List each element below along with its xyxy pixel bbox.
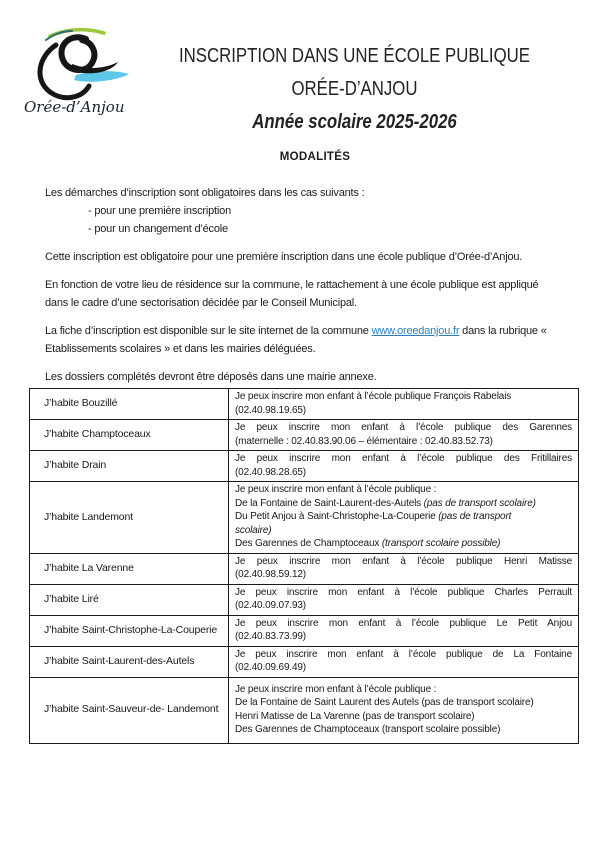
- document-title: [112, 40, 597, 139]
- section-heading: MODALITÉS: [279, 151, 351, 163]
- commune-cell: J’habite Champtoceaux: [30, 420, 229, 451]
- table-row: [30, 451, 579, 482]
- commune-cell: J’habite Landemont: [30, 482, 229, 554]
- title-line-3: Année scolaire 2025-2026: [252, 111, 457, 133]
- school-info-cell: Je peux inscrire mon enfant à l’école publique des Fritillaires (02.40.98.28.65): [229, 451, 579, 482]
- bullet-changement-ecole: - pour un changement d’école: [88, 223, 228, 235]
- title-line-1: INSCRIPTION DANS UNE ÉCOLE PUBLIQUE: [178, 45, 531, 67]
- commune-cell: J’habite Saint-Christophe-La-Couperie: [30, 616, 229, 647]
- title-line-2: ORÉE-D’ANJOU: [291, 78, 418, 100]
- table-row: [30, 554, 579, 585]
- school-info-cell: Je peux inscrire mon enfant à l’école publique Henri Matisse (02.40.98.59.12): [229, 554, 579, 585]
- paragraph-sectorisation: En fonction de votre lieu de résidence sur la commune, le rattachement à une école publique est appliqué dans le cadre d’une sectorisation décidée par le Conseil Municipal.: [45, 279, 539, 309]
- fiche-text-after: dans la rubrique « Etablissements scolaires » et dans les mairies déléguées.: [45, 325, 547, 355]
- logo-text: Orée-d’Anjou: [24, 98, 125, 116]
- body-text: [45, 184, 557, 396]
- table-row: [30, 647, 579, 678]
- table-row: [30, 389, 579, 420]
- commune-cell: J’habite Bouzillé: [30, 389, 229, 420]
- school-info-cell: Je peux inscrire mon enfant à l’école publique Charles Perrault (02.40.09.07.93): [229, 585, 579, 616]
- table-row: [30, 482, 579, 554]
- commune-cell: J’habite La Varenne: [30, 554, 229, 585]
- school-info-cell: Je peux inscrire mon enfant à l’école publique François Rabelais (02.40.98.19.65): [229, 389, 579, 420]
- table-row: [30, 585, 579, 616]
- commune-cell: J’habite Saint-Sauveur-de- Landemont: [30, 678, 229, 744]
- commune-cell: J’habite Liré: [30, 585, 229, 616]
- table-row: [30, 616, 579, 647]
- school-info-cell: Je peux inscrire mon enfant à l’école publique : De la Fontaine de Saint Laurent des Autels (pas de transport scolaire) Henri Matisse de La Varenne (pas de transport scolaire) Des Garennes de Champtoceaux (transport scolaire possible): [229, 678, 579, 744]
- bullet-list: [45, 202, 557, 238]
- commune-cell: J’habite Drain: [30, 451, 229, 482]
- table-row: [30, 678, 579, 744]
- table-row: [30, 420, 579, 451]
- commune-cell: J’habite Saint-Laurent-des-Autels: [30, 647, 229, 678]
- paragraph-fiche-inscription: [45, 322, 557, 358]
- paragraph-dossiers: Les dossiers complétés devront être déposés dans une mairie annexe.: [45, 371, 377, 383]
- school-info-cell: Je peux inscrire mon enfant à l’école publique des Garennes (maternelle : 02.40.83.90.06 – élémentaire : 02.40.83.52.73): [229, 420, 579, 451]
- school-info-cell: Je peux inscrire mon enfant à l’école publique de La Fontaine (02.40.09.69.49): [229, 647, 579, 678]
- school-info-cell: Je peux inscrire mon enfant à l’école publique : De la Fontaine de Saint-Laurent-des-Autels (pas de transport scolaire) Du Petit Anjou à Saint-Christophe-La-Couperie (pas de transport scolaire) Des Garennes de Champtoceaux (transport scolaire possible): [229, 482, 579, 554]
- bullet-premiere-inscription: - pour une première inscription: [88, 205, 231, 217]
- paragraph-obligatoire: Cette inscription est obligatoire pour une première inscription dans une école publique d’Orée-d’Anjou.: [45, 251, 523, 263]
- paragraph-cases-intro: Les démarches d’inscription sont obligatoires dans les cas suivants :: [45, 187, 365, 199]
- sectorisation-table: [29, 388, 579, 744]
- fiche-text-before: La fiche d’inscription est disponible sur le site internet de la commune: [45, 325, 372, 337]
- school-info-cell: Je peux inscrire mon enfant à l’école publique Le Petit Anjou (02.40.83.73.99): [229, 616, 579, 647]
- oreedanjou-link[interactable]: www.oreedanjou.fr: [371, 325, 460, 337]
